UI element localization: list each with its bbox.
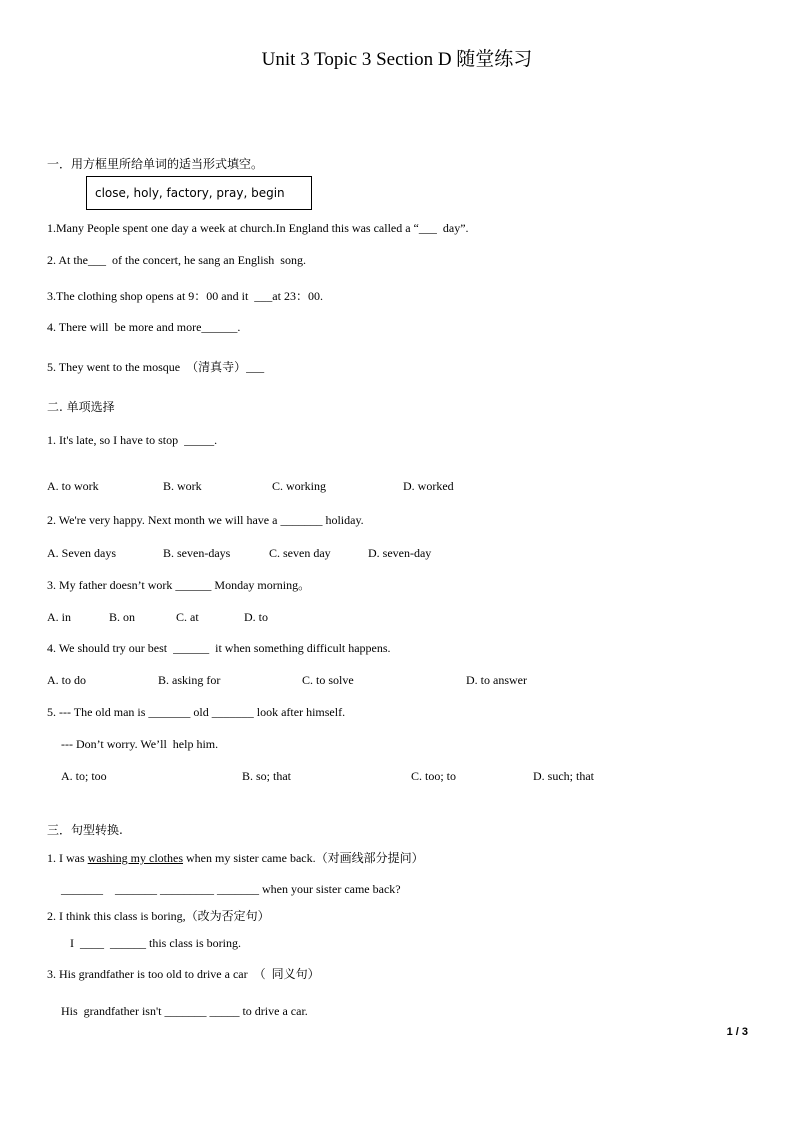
s3-q2-answer: I ____ ______ this class is boring. bbox=[70, 936, 241, 950]
s2-q5-option-b: B. so; that bbox=[242, 769, 292, 783]
s2-q5-option-c: C. too; to bbox=[411, 769, 457, 783]
s2-q2-option-a: A. Seven days bbox=[47, 546, 116, 560]
s2-q3-option-b: B. on bbox=[109, 610, 136, 624]
s2-q2-option-b: B. seven-days bbox=[163, 546, 231, 560]
section2-heading: 二. 单项选择 bbox=[47, 400, 115, 414]
s2-question-1: 1. It's late, so I have to stop _____. bbox=[47, 433, 218, 447]
s2-question-4: 4. We should try our best ______ it when something difficult happens. bbox=[47, 641, 391, 655]
s2-question-3: 3. My father doesn’t work ______ Monday morning。 bbox=[47, 578, 311, 592]
s3-q3-answer: His grandfather isn't _______ _____ to drive a car. bbox=[61, 1004, 308, 1018]
s2-q3-option-d: D. to bbox=[244, 610, 268, 624]
page-title: Unit 3 Topic 3 Section D 随堂练习 bbox=[261, 49, 533, 70]
s3-question-1 bbox=[47, 851, 424, 865]
s3-q1-underlined: washing my clothes bbox=[87, 851, 183, 865]
s2-q5-reply: --- Don’t worry. We’ll help him. bbox=[61, 737, 219, 751]
word-box-text: close, holy, factory, pray, begin bbox=[95, 186, 285, 200]
s1-question-3: 3.The clothing shop opens at 9：00 and it ___at 23：00. bbox=[47, 289, 323, 303]
s2-q5-option-d: D. such; that bbox=[533, 769, 594, 783]
s2-q4-option-c: C. to solve bbox=[302, 673, 354, 687]
s2-q1-option-d: D. worked bbox=[403, 479, 454, 493]
s1-question-2: 2. At the___ of the concert, he sang an English song. bbox=[47, 253, 306, 267]
s3-q1-post: when my sister came back.（对画线部分提问） bbox=[183, 851, 424, 865]
s2-q4-option-a: A. to do bbox=[47, 673, 86, 687]
s1-question-1: 1.Many People spent one day a week at church.In England this was called a “___ day”. bbox=[47, 221, 469, 235]
s2-q1-option-b: B. work bbox=[163, 479, 202, 493]
page-number: 1 / 3 bbox=[726, 1026, 748, 1038]
section3-heading: 三．句型转换. bbox=[47, 823, 123, 837]
s3-q1-pre: 1. I was bbox=[47, 851, 88, 865]
s2-q1-option-c: C. working bbox=[272, 479, 326, 493]
s2-q4-option-b: B. asking for bbox=[158, 673, 221, 687]
s2-q5-option-a: A. to; too bbox=[61, 769, 107, 783]
s3-question-2: 2. I think this class is boring,（改为否定句） bbox=[47, 909, 270, 923]
s3-q1-answer: _______ _______ _________ _______ when your sister came back? bbox=[61, 882, 401, 896]
s2-q4-option-d: D. to answer bbox=[466, 673, 527, 687]
s2-question-5: 5. --- The old man is _______ old _______ look after himself. bbox=[47, 705, 346, 719]
s2-question-2: 2. We're very happy. Next month we will have a _______ holiday. bbox=[47, 513, 364, 527]
s3-question-3: 3. His grandfather is too old to drive a car （ 同义句） bbox=[47, 967, 320, 981]
s2-q2-option-c: C. seven day bbox=[269, 546, 331, 560]
word-box bbox=[86, 176, 312, 210]
section1-heading: 一．用方框里所给单词的适当形式填空。 bbox=[47, 157, 264, 171]
s1-question-4: 4. There will be more and more______. bbox=[47, 320, 241, 334]
s2-q2-option-d: D. seven-day bbox=[368, 546, 432, 560]
s1-question-5: 5. They went to the mosque （清真寺）___ bbox=[47, 360, 265, 374]
s2-q3-option-a: A. in bbox=[47, 610, 71, 624]
s2-q3-option-c: C. at bbox=[176, 610, 199, 624]
s2-q1-option-a: A. to work bbox=[47, 479, 99, 493]
